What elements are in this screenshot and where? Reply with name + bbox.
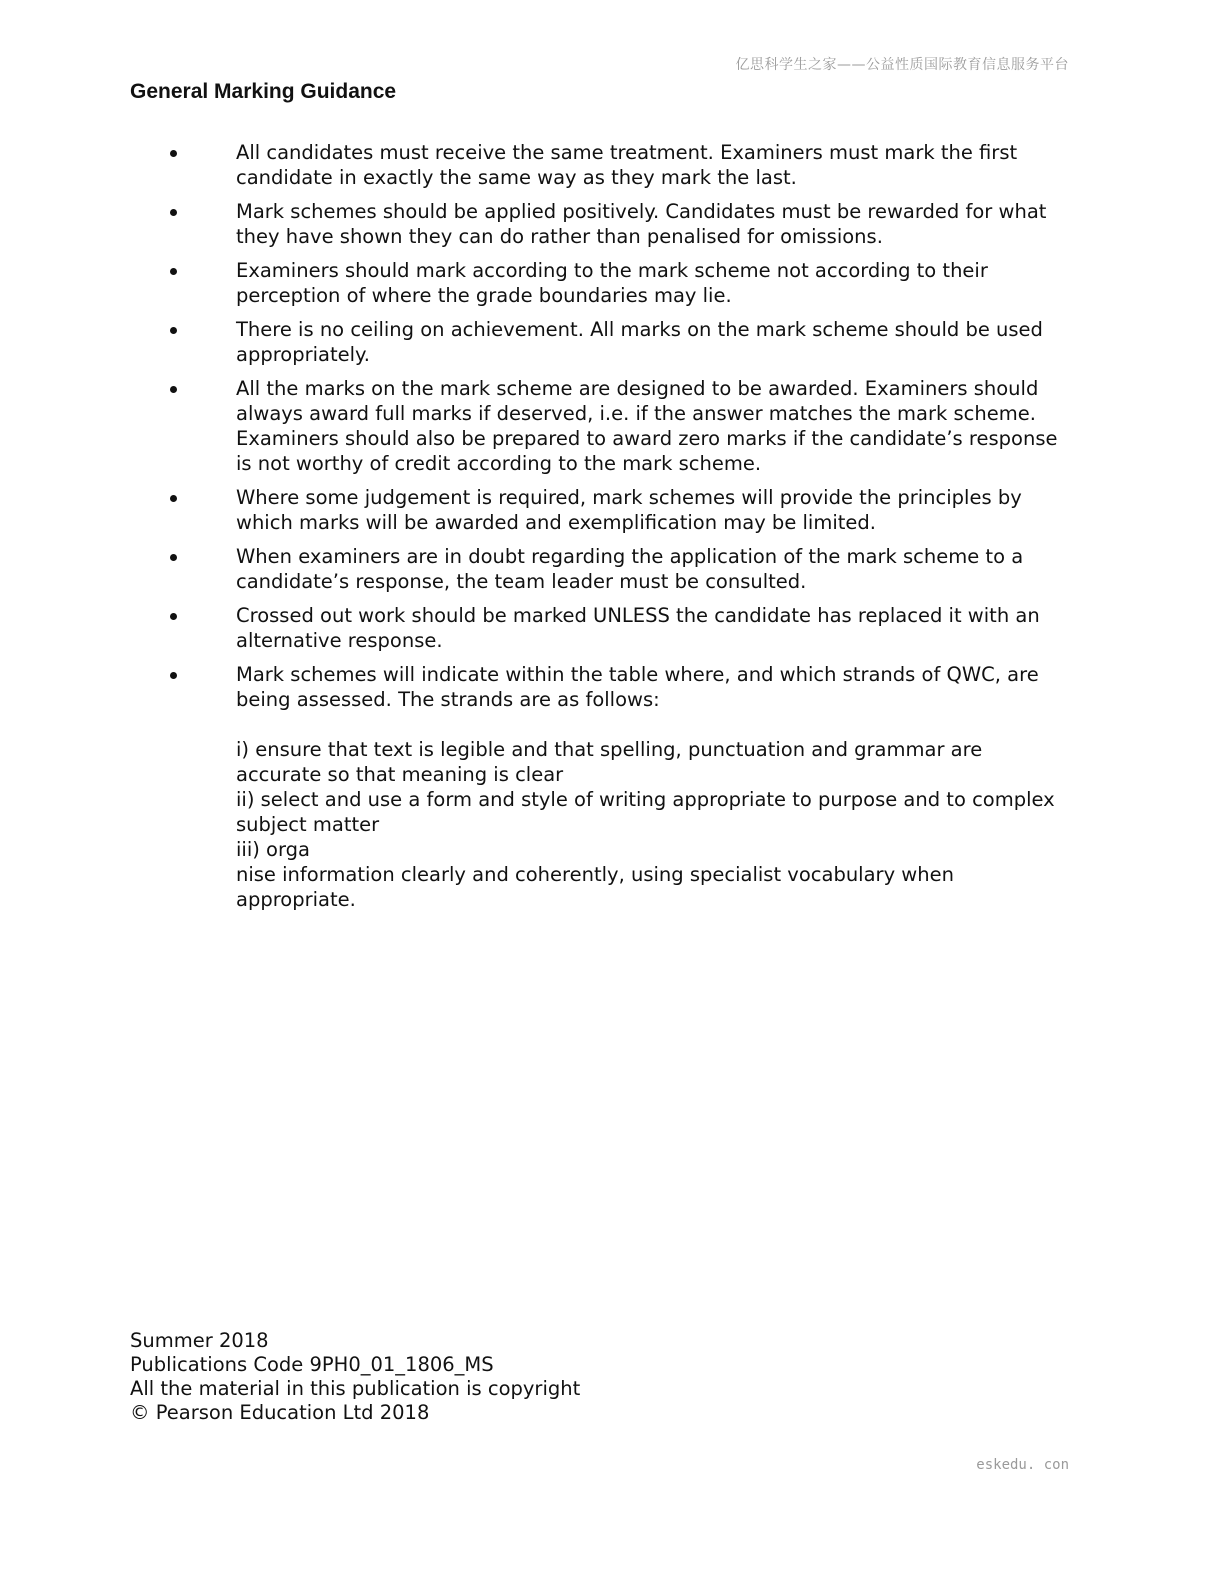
list-item [168, 544, 1073, 594]
bullet-icon [170, 150, 177, 157]
list-item [168, 317, 1073, 367]
list-item-text: Mark schemes should be applied positively. Candidates must be rewarded for what they have shown they can do rather than penalised for omissions. [236, 200, 1047, 248]
footer-season: Summer 2018 [130, 1329, 269, 1352]
list-item-text: Mark schemes will indicate within the table where, and which strands of QWC, are being assessed. The strands are as follows: [236, 663, 1039, 711]
watermark-bottom: eskedu. con [976, 1457, 1069, 1473]
bullet-icon [170, 268, 177, 275]
list-item-text: When examiners are in doubt regarding the application of the mark scheme to a candidate’s response, the team leader must be consulted. [236, 545, 1024, 593]
bullet-icon [170, 327, 177, 334]
list-item-text: All candidates must receive the same treatment. Examiners must mark the first candidate in exactly the same way as they mark the last. [236, 141, 1018, 189]
list-item-text: All the marks on the mark scheme are designed to be awarded. Examiners should always award full marks if deserved, i.e. if the answer matches the mark scheme. Examiners should also be prepared to award zero marks if the candidate’s response is not worthy of credit according to the mark scheme. [236, 377, 1058, 475]
bullet-icon [170, 495, 177, 502]
bullet-icon [170, 386, 177, 393]
list-item-text: Crossed out work should be marked UNLESS the candidate has replaced it with an alternative response. [236, 604, 1040, 652]
list-item-text: Examiners should mark according to the mark scheme not according to their perception of where the grade boundaries may lie. [236, 259, 988, 307]
footer-copyright-line: All the material in this publication is copyright [130, 1377, 581, 1400]
marking-guidance-list [168, 140, 1073, 921]
list-item-text: There is no ceiling on achievement. All marks on the mark scheme should be used appropriately. [236, 318, 1043, 366]
list-item [168, 485, 1073, 535]
bullet-icon [170, 672, 177, 679]
list-item [168, 376, 1073, 476]
list-item-text: Where some judgement is required, mark schemes will provide the principles by which marks will be awarded and exemplification may be limited. [236, 486, 1022, 534]
list-item [168, 603, 1073, 653]
qwc-strand-1: i) ensure that text is legible and that spelling, punctuation and grammar are accurate so that meaning is clear [236, 738, 983, 786]
bullet-icon [170, 613, 177, 620]
list-item [168, 140, 1073, 190]
bullet-icon [170, 209, 177, 216]
list-item [168, 662, 1073, 912]
footer-copyright-holder: © Pearson Education Ltd 2018 [130, 1401, 430, 1424]
footer-publication-code: Publications Code 9PH0_01_1806_MS [130, 1353, 494, 1376]
footer [130, 1329, 580, 1425]
watermark-top: 亿思科学生之家——公益性质国际教育信息服务平台 [735, 57, 1069, 73]
qwc-strands [236, 737, 1073, 912]
list-item [168, 199, 1073, 249]
qwc-strand-3-start: iii) orga [236, 838, 310, 861]
page-title: General Marking Guidance [130, 80, 397, 103]
qwc-strand-3-end: nise information clearly and coherently, using specialist vocabulary when appropriate. [236, 863, 954, 911]
bullet-icon [170, 554, 177, 561]
list-item [168, 258, 1073, 308]
qwc-strand-2: ii) select and use a form and style of writing appropriate to purpose and to complex subject matter [236, 788, 1055, 836]
